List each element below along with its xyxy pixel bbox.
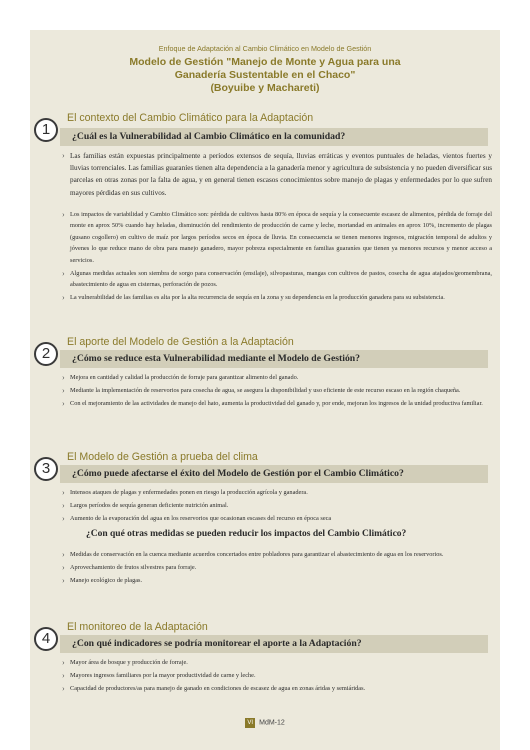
section-question-2: ¿Con qué otras medidas se pueden reducir los impactos del Cambio Climático? [86, 529, 407, 539]
bullet-item: › Mayores ingresos familiares por la mayor productividad de carne y leche. [62, 670, 492, 681]
bullet-item: › Mejora en cantidad y calidad la producción de forraje para garantizar alimento del ganado. [62, 372, 492, 383]
bullet-item: › Algunas medidas actuales son siembra de sorgo para conservación (ensilaje), silvopasturas, mangas con cultivos de pastos, cosecha de agua atajados/geomembrana, abastecimiento de agua en cisternas, perforación de pozos. [62, 268, 492, 291]
title-line-2: Ganadería Sustentable en el Chaco" [174, 69, 356, 81]
bullet-list [62, 549, 492, 588]
page-number: MdM-12 [259, 719, 285, 727]
question-band [60, 635, 488, 653]
bullet-item: › Intensos ataques de plagas y enfermedades ponen en riesgo la producción agrícola y ganadera. [62, 487, 492, 498]
section-question: ¿Cómo se reduce esta Vulnerabilidad mediante el Modelo de Gestión? [72, 353, 361, 364]
bullet-list [62, 487, 492, 526]
section-number-4: 4 [34, 627, 58, 651]
section-title: El contexto del Cambio Climático para la Adaptación [67, 112, 314, 124]
title-line-3: (Boyuibe y Machareti) [210, 82, 320, 94]
section-number-1: 1 [34, 118, 58, 142]
bullet-item: › Las familias están expuestas principalmente a períodos extensos de sequía, lluvias erráticas y eventos puntuales de heladas, vientos fuertes y lluvias torrenciales. Las familias guaraníes tienen alta dependencia a la ganadería menor y agricultura de subsistencia y no pueden diversificar sus parcelas en otras zonas por la falta de agua, y en general tienen escasos conocimientos sobre manejo de plagas y enfermedades por lo que sufren mayores pérdidas en sus cultivos. [62, 150, 492, 199]
bullet-item: › Los impactos de variabilidad y Cambio Climático son: pérdida de cultivos hasta 80% en época de sequía y la consecuente escasez de alimentos, pérdida de forraje del monte en aprox 50% cuando hay heladas, disminución del rendimiento de producción de carne y leche, mortandad en animales en aprox 10%, incremento de plagas (gusano cogollero) en cultivo de maíz por largos períodos secos en época de lluvia. En consecuencia se tienen menores ingresos, migración temporal de adultos y jóvenes lo que reduce mano de obra para manejo ganadero, mayor pobreza especialmente en familias guaraníes que tienen ya menores recursos y menor acceso a servicios. [62, 209, 492, 266]
section-title: El aporte del Modelo de Gestión a la Adaptación [67, 336, 294, 348]
bullet-item: › Largos períodos de sequía generan deficiente nutrición animal. [62, 500, 492, 511]
bullet-list [62, 372, 492, 411]
question-band [60, 350, 488, 368]
mdm-logo-icon: VI [245, 718, 255, 728]
page-footer [30, 718, 500, 728]
bullet-item: › Con el mejoramiento de las actividades de manejo del hato, aumenta la productividad del ganado y, por ende, mejoran los ingresos de la unidad productiva familiar. [62, 398, 492, 409]
bullet-list [62, 209, 492, 305]
bullet-item: › Mayor área de bosque y producción de forraje. [62, 657, 492, 668]
bullet-item: › Medidas de conservación en la cuenca mediante acuerdos concertados entre pobladores para garantizar el abastecimiento de agua en los reservorios. [62, 549, 492, 560]
bullet-item: › Capacidad de productores/as para manejo de ganado en condiciones de escasez de agua en zonas áridas y semiáridas. [62, 683, 492, 694]
section-question: ¿Con qué indicadores se podría monitorear el aporte a la Adaptación? [72, 638, 362, 649]
section-number-2: 2 [34, 342, 58, 366]
bullet-item: › Manejo ecológico de plagas. [62, 575, 492, 586]
question-band [60, 465, 488, 483]
bullet-item: › Aprovechamiento de frutos silvestres para forraje. [62, 562, 492, 573]
document-title [30, 56, 500, 95]
page-header [30, 44, 500, 95]
bullet-item: › La vulnerabilidad de las familias es alta por la alta recurrencia de sequía en la zona y su dependencia en la producción ganadera para su subsistencia. [62, 292, 492, 303]
section-title: El Modelo de Gestión a prueba del clima [67, 451, 258, 463]
header-kicker: Enfoque de Adaptación al Cambio Climático en Modelo de Gestión [158, 44, 372, 53]
document-page [30, 30, 500, 750]
section-number-3: 3 [34, 457, 58, 481]
bullet-item: › Mediante la implementación de reservorios para cosecha de agua, se asegura la disponibilidad y uso eficiente de este recurso escaso en la región chaqueña. [62, 385, 492, 396]
bullet-item: › Aumento de la evaporación del agua en los reservorios que ocasionan escases del recurso en época seca [62, 513, 492, 524]
section-title: El monitoreo de la Adaptación [67, 621, 208, 633]
bullet-list [62, 150, 492, 200]
question-band [60, 128, 488, 146]
title-line-1: Modelo de Gestión "Manejo de Monte y Agua para una [129, 56, 401, 68]
section-question: ¿Cómo puede afectarse el éxito del Modelo de Gestión por el Cambio Climático? [72, 468, 404, 479]
section-question: ¿Cuál es la Vulnerabilidad al Cambio Climático en la comunidad? [72, 131, 346, 142]
bullet-list [62, 657, 492, 696]
